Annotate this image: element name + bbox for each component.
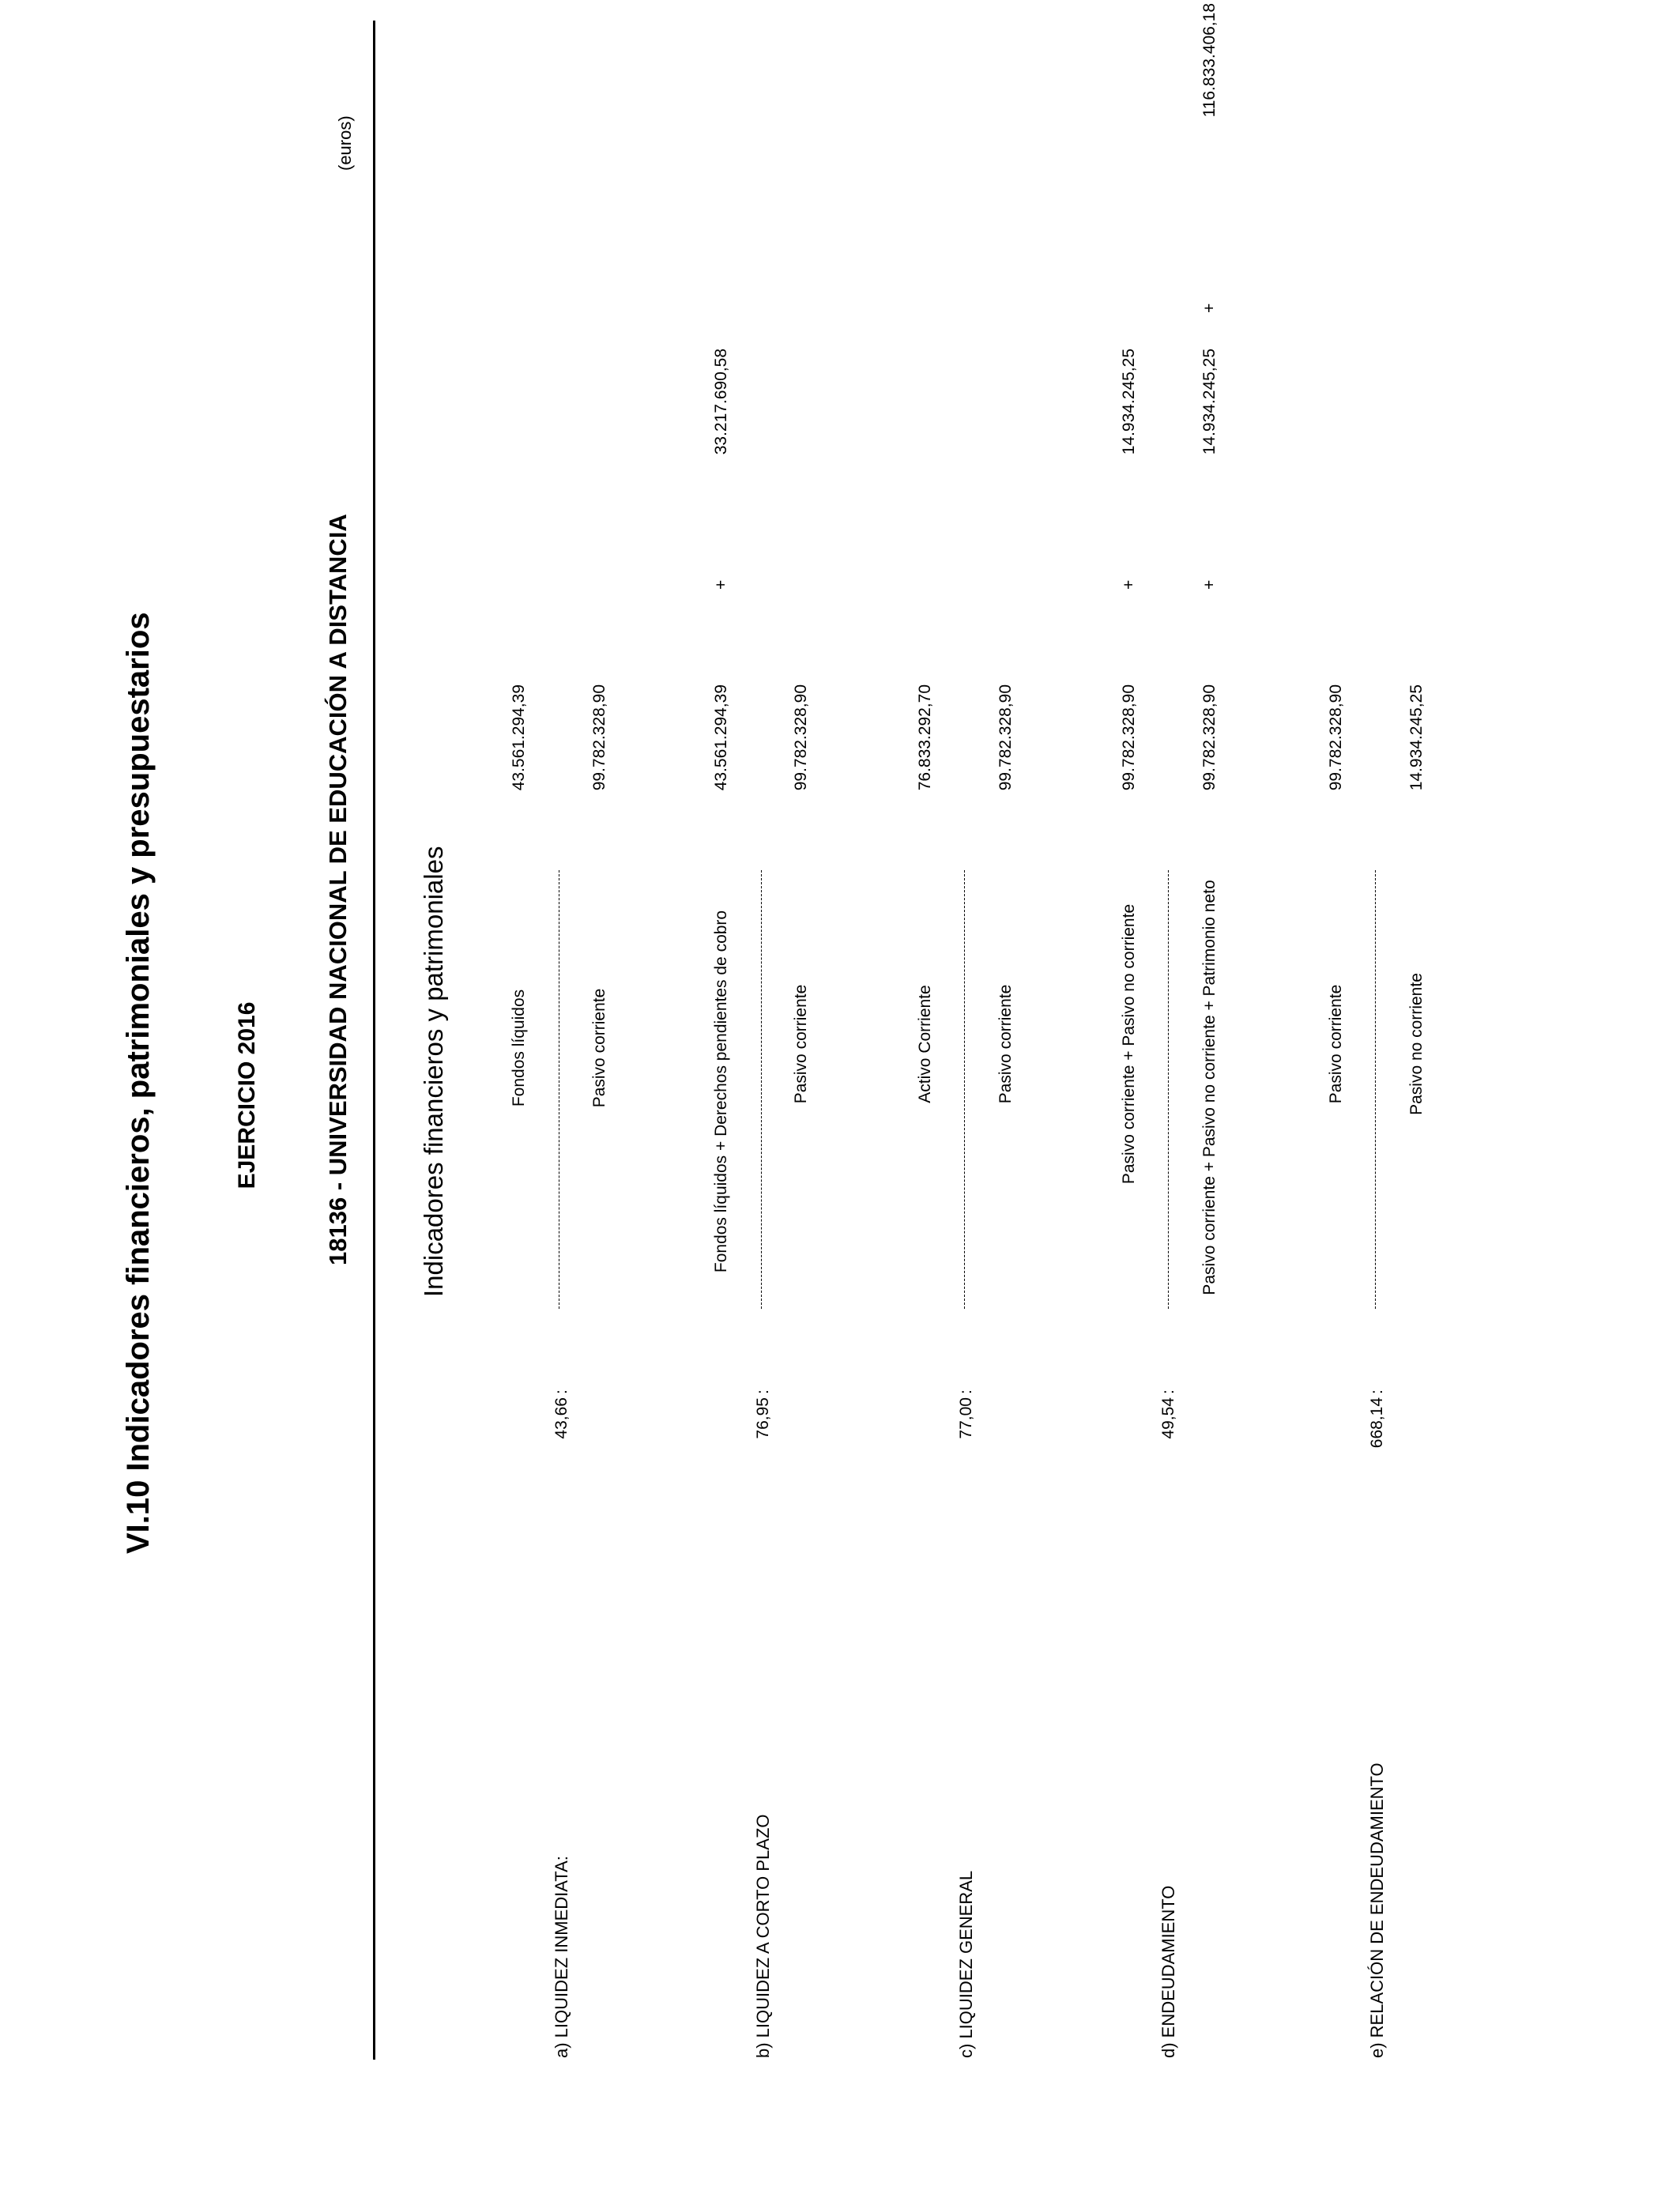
currency-unit: (euros) <box>335 115 355 171</box>
indicator-colon: : <box>1159 1389 1177 1394</box>
indicator-value: 77,00 <box>957 1397 975 1439</box>
denominator-value: 99.782.328,90 <box>996 684 1015 791</box>
fiscal-year-heading: EJERCICIO 2016 <box>234 1001 260 1189</box>
denominator-value: 14.934.245,25 <box>1200 349 1219 455</box>
denominator-text: Pasivo corriente <box>996 984 1015 1104</box>
denominator-text: Pasivo corriente <box>590 988 608 1108</box>
indicator-value: 668,14 <box>1368 1397 1386 1449</box>
indicator-colon: : <box>754 1389 772 1394</box>
denominator-text: Pasivo corriente <box>792 984 810 1104</box>
indicator-colon: : <box>1368 1389 1386 1394</box>
plus-sign: + <box>1200 303 1219 313</box>
indicator-label: b) LIQUIDEZ A CORTO PLAZO <box>753 1814 773 2058</box>
numerator-text: Activo Corriente <box>916 985 934 1103</box>
numerator-text: Pasivo corriente <box>1327 984 1345 1104</box>
plus-sign: + <box>1120 579 1138 590</box>
numerator-value: 99.782.328,90 <box>1120 684 1138 791</box>
fraction-line <box>1168 870 1169 1309</box>
plus-sign: + <box>1200 579 1219 590</box>
numerator-text: Fondos líquidos <box>510 989 528 1107</box>
numerator-value: 43.561.294,39 <box>712 684 730 791</box>
indicator-label: c) LIQUIDEZ GENERAL <box>956 1870 976 2058</box>
denominator-value: 116.833.406,18 <box>1200 3 1219 118</box>
numerator-value: 43.561.294,39 <box>510 684 528 791</box>
denominator-text: Pasivo no corriente <box>1407 973 1426 1115</box>
indicator-colon: : <box>552 1389 571 1394</box>
numerator-value: 76.833.292,70 <box>916 684 934 791</box>
fraction-line <box>1375 870 1376 1309</box>
plus-sign: + <box>712 579 730 590</box>
denominator-value: 99.782.328,90 <box>792 684 810 791</box>
indicator-label: a) LIQUIDEZ INMEDIATA: <box>552 1856 571 2058</box>
numerator-value: 33.217.690,58 <box>712 349 730 455</box>
page-title: VI.10 Indicadores financieros, patrimoniales y presupuestarios <box>121 612 156 1554</box>
indicator-colon: : <box>957 1389 975 1394</box>
numerator-value: 14.934.245,25 <box>1120 349 1138 455</box>
indicator-value: 76,95 <box>754 1397 772 1439</box>
entity-name: 18136 - UNIVERSIDAD NACIONAL DE EDUCACIÓN A DISTANCIA <box>324 514 352 1265</box>
denominator-value: 99.782.328,90 <box>1200 684 1219 791</box>
section-title: Indicadores financieros y patrimoniales <box>419 846 448 1297</box>
fraction-line <box>964 870 965 1309</box>
indicator-label: e) RELACIÓN DE ENDEUDAMIENTO <box>1367 1762 1387 2058</box>
indicator-label: d) ENDEUDAMIENTO <box>1158 1885 1178 2058</box>
numerator-text: Pasivo corriente + Pasivo no corriente <box>1120 903 1138 1185</box>
numerator-text: Fondos líquidos + Derechos pendientes de cobro <box>712 910 730 1273</box>
denominator-value: 14.934.245,25 <box>1407 684 1426 791</box>
denominator-text: Pasivo corriente + Pasivo no corriente + Patrimonio neto <box>1200 880 1219 1295</box>
fraction-line <box>761 870 762 1309</box>
header-rule <box>373 21 375 2060</box>
indicator-value: 43,66 <box>552 1397 571 1439</box>
denominator-value: 99.782.328,90 <box>590 684 608 791</box>
numerator-value: 99.782.328,90 <box>1327 684 1345 791</box>
indicator-value: 49,54 <box>1159 1397 1177 1439</box>
